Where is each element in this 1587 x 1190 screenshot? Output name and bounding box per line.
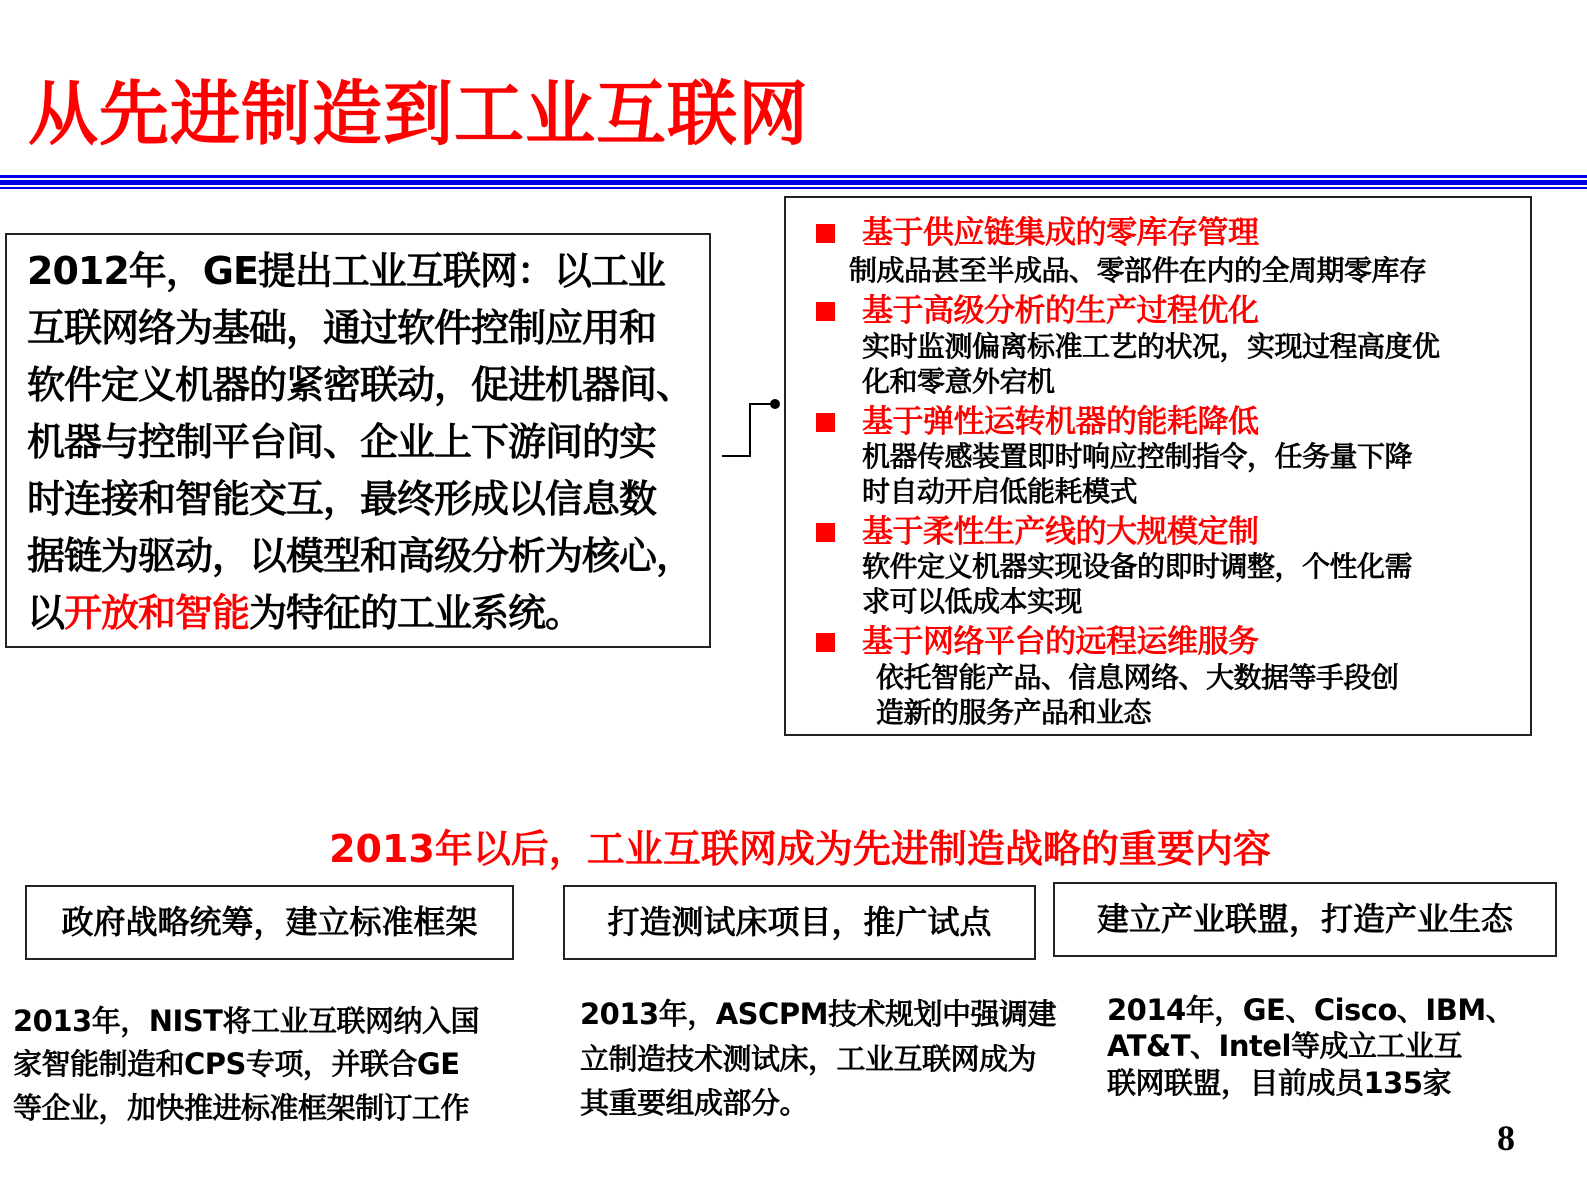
connector-line — [715, 395, 790, 465]
item-heading: 基于高级分析的生产过程优化 — [862, 293, 1259, 329]
divider-line — [0, 180, 1587, 185]
text-line: 互联网络为基础，通过软件控制应用和 — [27, 306, 657, 350]
item-body: 实时监测偏离标准工艺的状况，实现过程高度优 — [862, 330, 1440, 363]
column-text: 家智能制造和CPS专项，并联合GE — [13, 1047, 460, 1081]
column-label-box: 政府战略统筹，建立标准框架 — [25, 885, 514, 960]
item-body: 软件定义机器实现设备的即时调整，个性化需 — [862, 550, 1413, 583]
item-body: 时自动开启低能耗模式 — [862, 475, 1138, 508]
column-text: 等企业，加快推进标准框架制订工作 — [13, 1091, 470, 1125]
connector-dot-icon — [770, 399, 780, 409]
bullet-icon — [816, 302, 835, 321]
bullet-icon — [816, 523, 835, 542]
item-body: 机器传感装置即时响应控制指令，任务量下降 — [862, 440, 1413, 473]
column-text: 2013年，NIST将工业互联网纳入国 — [13, 1004, 479, 1038]
column-label-box: 建立产业联盟，打造产业生态 — [1053, 882, 1557, 957]
column-label-box: 打造测试床项目，推广试点 — [563, 885, 1036, 960]
text-line: 2012年，GE提出工业互联网：以工业 — [27, 249, 665, 293]
item-heading: 基于弹性运转机器的能耗降低 — [862, 404, 1259, 440]
divider-line — [0, 187, 1587, 189]
bullet-icon — [816, 224, 835, 243]
section-subtitle: 2013年以后，工业互联网成为先进制造战略的重要内容 — [329, 827, 1271, 871]
item-heading: 基于网络平台的远程运维服务 — [862, 624, 1259, 660]
page-number: 8 — [1497, 1118, 1515, 1158]
item-heading: 基于柔性生产线的大规模定制 — [862, 514, 1259, 550]
column-text: 2014年，GE、Cisco、IBM、 — [1107, 993, 1515, 1027]
item-body: 求可以低成本实现 — [862, 585, 1083, 618]
item-heading: 基于供应链集成的零库存管理 — [862, 215, 1259, 251]
ge-definition-box — [5, 233, 711, 648]
item-body: 化和零意外宕机 — [862, 365, 1055, 398]
text-line: 软件定义机器的紧密联动，促进机器间、 — [27, 363, 694, 407]
item-body: 制成品甚至半成品、零部件在内的全周期零库存 — [849, 254, 1427, 287]
text-line: 时连接和智能交互，最终形成以信息数 — [27, 477, 657, 521]
column-text: 联网联盟，目前成员135家 — [1107, 1066, 1452, 1100]
text-line: 机器与控制平台间、企业上下游间的实 — [27, 420, 657, 464]
column-text: 其重要组成部分。 — [580, 1086, 809, 1120]
divider-line — [0, 175, 1587, 178]
column-text: AT&T、Intel等成立工业互 — [1107, 1029, 1462, 1063]
highlight-text: 开放和智能 — [64, 591, 250, 635]
item-body: 依托智能产品、信息网络、大数据等手段创 — [876, 661, 1399, 694]
bullet-icon — [816, 413, 835, 432]
text-line: 以开放和智能为特征的工业系统。 — [27, 591, 583, 635]
slide-title: 从先进制造到工业互联网 — [28, 73, 809, 155]
column-text: 立制造技术测试床，工业互联网成为 — [580, 1042, 1037, 1076]
text-line: 据链为驱动，以模型和高级分析为核心， — [27, 534, 694, 578]
item-body: 造新的服务产品和业态 — [876, 696, 1152, 729]
bullet-icon — [816, 633, 835, 652]
column-text: 2013年，ASCPM技术规划中强调建 — [580, 997, 1056, 1031]
